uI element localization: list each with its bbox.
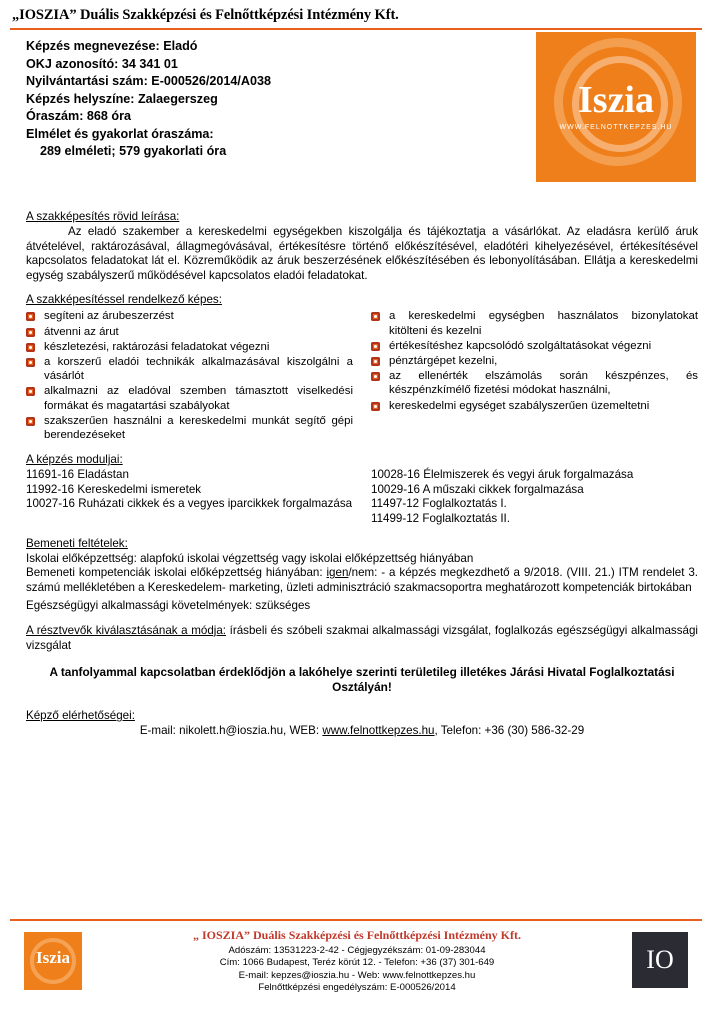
list-item: kereskedelmi egységet szabályszerűen üzemeltetni — [371, 399, 698, 413]
course-location: Képzés helyszíne: Zalaegerszeg — [26, 91, 218, 106]
list-item: a kereskedelmi egységben használatos bizonylatokat kitölteni és kezelni — [371, 309, 698, 337]
footer-company-name: „ IOSZIA” Duális Szakképzési és Felnőttképzési Intézmény Kft. — [193, 928, 521, 942]
modules-left-column — [26, 468, 353, 526]
page-title: „IOSZIA” Duális Szakképzési és Felnőttképzési Intézmény Kft. — [12, 7, 399, 23]
list-item: 11992-16 Kereskedelmi ismeretek — [26, 482, 202, 496]
skills-left-column — [26, 309, 353, 443]
document-body — [0, 210, 712, 737]
list-item: 11691-16 Eladástan — [26, 468, 129, 482]
list-item: 10028-16 Élelmiszerek és vegyi áruk forgalmazása — [371, 468, 634, 482]
footer-logo — [24, 932, 82, 990]
list-item: a korszerű eladói technikák alkalmazásával kiszolgálni a vásárlót — [26, 355, 353, 383]
list-item: segíteni az árubeszerzést — [26, 309, 353, 323]
list-item: átvenni az árut — [26, 325, 353, 339]
course-info-block — [0, 30, 712, 200]
footer-logo-wordmark: Iszia — [35, 948, 70, 967]
okj-id: OKJ azonosító: 34 341 01 — [26, 56, 178, 71]
description-text — [26, 225, 698, 283]
skills-columns — [26, 309, 698, 443]
list-item: pénztárgépet kezelni, — [371, 354, 698, 368]
contact-web-link[interactable]: www.felnottkepzes.hu — [322, 724, 435, 738]
list-item: 10029-16 A műszaki cikkek forgalmazása — [371, 482, 584, 496]
list-item: értékesítéshez kapcsolódó szolgáltatásokat végezni — [371, 339, 698, 353]
entry-yes-underlined: igen — [326, 566, 349, 580]
selection-heading: A résztvevők kiválasztásának a módja: — [26, 623, 227, 637]
footer-company-info — [82, 928, 632, 995]
description-body: Az eladó szakember a kereskedelmi egységekben kiszolgálja és tájékoztatja a vásárlókat. Az eladásra kerülő áruk átvételével, raktározásával, állagmegóvásával, értékesítésre történő előkészítésével, eladótéri kihelyezésével, értékesítésével kapcsolatos feladatokat lát el. Közreműködik az áruk beszerzésének előkészítésében és lebonyolításában. Ellátja a kereskedelmi egység szabályszerű működésével kapcsolatos eladói feladatokat. — [26, 225, 698, 282]
description-heading: A szakképesítés rövid leírása: — [26, 210, 180, 223]
health-requirements-line: Egészségügyi alkalmassági követelmények: szükséges — [26, 598, 311, 612]
footer-line: Adószám: 13531223-2-42 - Cégjegyzékszám: 01-09-283044 — [228, 945, 486, 956]
footer-line: E-mail: kepzes@ioszia.hu - Web: www.felnottkepzes.hu — [238, 969, 476, 981]
entry-education-line: Iskolai előképzettség: alapfokú iskolai végzettség vagy iskolai előképzettség hiányában — [26, 551, 474, 565]
ioszia-logo — [536, 32, 696, 182]
notice-text: A tanfolyammal kapcsolatban érdeklődjön a lakóhelye szerinti területileg illetékes Járási Hivatal Foglalkoztatási Osztályán! — [49, 665, 675, 695]
entry-requirements-heading: Bemeneti feltételek: — [26, 536, 128, 550]
contact-heading: Képző elérhetőségei: — [26, 709, 135, 723]
footer-line: Cím: 1066 Budapest, Teréz körút 12. - Telefon: +36 (37) 301-649 — [219, 957, 495, 969]
skills-heading: A szakképesítéssel rendelkező képes: — [26, 293, 222, 307]
logo-website: WWW.FELNOTTKEPZES.HU — [559, 124, 673, 131]
selection-method-line — [26, 624, 698, 654]
registration-number: Nyilvántartási szám: E-000526/2014/A038 — [26, 74, 272, 88]
selection-text: írásbeli és szóbeli szakmai alkalmassági vizsgálat, foglalkozás egészségügyi alkalmassági vizsgálat — [26, 623, 698, 652]
footer-line: Felnőttképzési engedélyszám: E-000526/2014 — [258, 982, 456, 994]
theory-practice-label: Elmélet és gyakorlat óraszáma: — [26, 126, 214, 141]
footer-divider — [10, 919, 702, 921]
modules-right-column — [371, 468, 698, 526]
entry-competency-line: Bemeneti kompetenciák iskolai előképzettség hiányában: igen/nem: - a képzés megkezdhető a 9/2018. (VIII. 21.) ITM rendelet 3. számú mellékletében a Kereskedelem- marketing, üzleti adminisztráció szakmacsoportra meghatározott kompetenciák birtokában — [26, 566, 698, 595]
list-item: 11499-12 Foglalkoztatás II. — [371, 511, 510, 525]
logo-main: szia — [592, 79, 654, 121]
page-footer — [0, 924, 712, 1024]
io-mark-icon: IO — [632, 932, 688, 988]
logo-wordmark — [536, 78, 696, 122]
logo-initial: I — [577, 79, 593, 121]
theory-practice-values: 289 elméleti; 579 gyakorlati óra — [40, 144, 227, 158]
list-item: az ellenérték elszámolás során készpénzes, és készpénzkímélő fizetési módokat használni, — [371, 369, 698, 397]
course-name: Képzés megnevezése: Eladó — [26, 39, 198, 53]
skills-right-column — [371, 309, 698, 443]
contact-line: E-mail: nikolett.h@ioszia.hu, WEB: www.felnottkepzes.hu, Telefon: +36 (30) 586-32-29 — [139, 724, 585, 738]
list-item: 10027-16 Ruházati cikkek és a vegyes iparcikkek forgalmazása — [26, 497, 353, 511]
modules-columns — [26, 468, 698, 526]
list-item: szakszerűen használni a kereskedelmi munkát segítő gépi berendezéseket — [26, 414, 353, 442]
course-hours: Óraszám: 868 óra — [26, 109, 132, 123]
list-item: készletezési, raktározási feladatokat végezni — [26, 340, 353, 354]
list-item: alkalmazni az eladóval szemben támasztott viselkedési formákat és magatartási szabályokat — [26, 384, 353, 412]
modules-heading: A képzés moduljai: — [26, 453, 123, 467]
list-item: 11497-12 Foglalkoztatás I. — [371, 497, 507, 511]
